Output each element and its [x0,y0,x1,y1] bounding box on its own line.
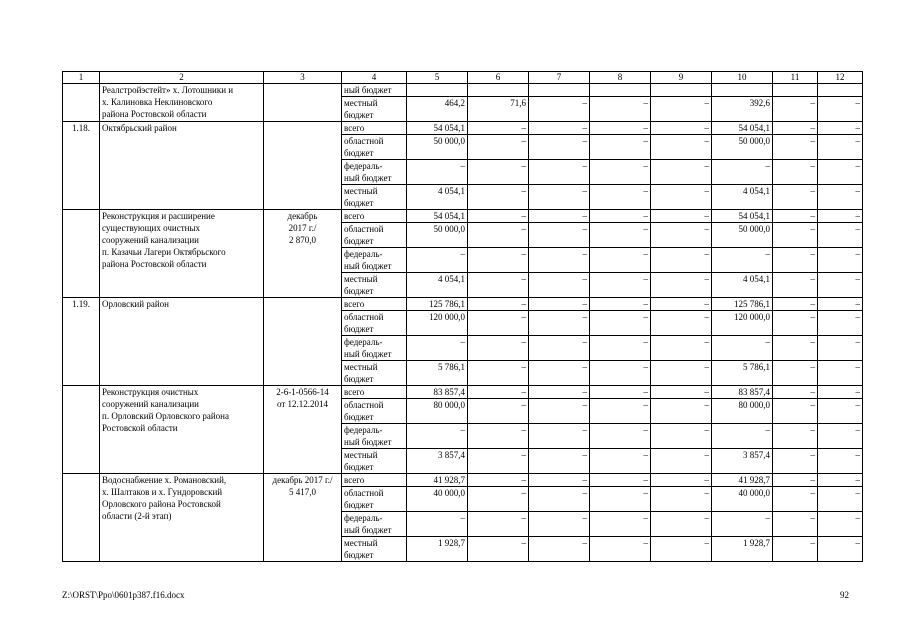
value-cell: – [529,512,590,537]
value-cell: – [773,487,818,512]
value-cell: – [712,424,773,449]
value-cell: – [818,210,863,223]
value-cell: – [529,336,590,361]
value-cell [468,84,529,97]
footer-page-number: 92 [840,590,849,600]
value-cell: – [651,298,712,311]
value-cell: – [773,399,818,424]
value-cell: – [529,122,590,135]
value-cell: – [818,386,863,399]
value-cell: – [651,311,712,336]
value-cell: 80 000,0 [407,399,468,424]
value-cell: – [468,298,529,311]
value-cell: 41 928,7 [712,474,773,487]
funding-source: федераль- ный бюджет [342,248,407,273]
col-header: 9 [651,72,712,84]
value-cell: – [651,160,712,185]
value-cell: – [773,97,818,122]
value-cell: – [818,537,863,562]
value-cell: – [529,449,590,474]
value-cell: – [407,424,468,449]
value-cell: – [773,135,818,160]
value-cell: – [651,336,712,361]
funding-source: всего [342,122,407,135]
value-cell: – [529,160,590,185]
value-cell: – [818,160,863,185]
value-cell: – [529,273,590,298]
value-cell: – [468,223,529,248]
value-cell [712,84,773,97]
value-cell: – [818,424,863,449]
item-name: Октябрьский район [100,122,264,210]
value-cell [818,84,863,97]
value-cell [651,84,712,97]
item-number [63,210,100,298]
value-cell: – [468,386,529,399]
funding-source: федераль- ный бюджет [342,336,407,361]
value-cell: – [468,449,529,474]
value-cell: – [773,273,818,298]
value-cell: – [651,512,712,537]
value-cell: – [651,122,712,135]
value-cell: – [773,512,818,537]
col-header: 2 [100,72,264,84]
col-header: 7 [529,72,590,84]
value-cell: – [468,248,529,273]
col-header: 3 [264,72,342,84]
value-cell: 83 857,4 [407,386,468,399]
value-cell: – [529,223,590,248]
value-cell: – [818,311,863,336]
value-cell: 120 000,0 [407,311,468,336]
value-cell: – [818,298,863,311]
value-cell: – [651,185,712,210]
value-cell: 54 054,1 [712,122,773,135]
value-cell: – [468,537,529,562]
value-cell: – [651,97,712,122]
value-cell: – [468,399,529,424]
value-cell [773,84,818,97]
col-header: 10 [712,72,773,84]
value-cell: – [712,512,773,537]
value-cell: – [468,210,529,223]
value-cell: – [468,185,529,210]
value-cell: – [773,386,818,399]
value-cell: – [773,185,818,210]
value-cell: – [773,248,818,273]
value-cell: 1 928,7 [407,537,468,562]
value-cell: 83 857,4 [712,386,773,399]
value-cell: – [529,248,590,273]
value-cell: – [529,311,590,336]
value-cell: – [818,223,863,248]
value-cell: – [590,223,651,248]
value-cell: – [529,487,590,512]
value-cell: – [590,160,651,185]
value-cell: – [818,449,863,474]
value-cell: – [773,311,818,336]
value-cell: – [529,97,590,122]
value-cell: – [818,487,863,512]
value-cell: 5 786,1 [407,361,468,386]
value-cell: 50 000,0 [407,223,468,248]
value-cell: – [590,273,651,298]
value-cell: 54 054,1 [407,122,468,135]
value-cell: – [773,298,818,311]
value-cell: – [651,223,712,248]
value-cell: – [712,160,773,185]
funding-source: местный бюджет [342,185,407,210]
table-body [63,72,863,562]
value-cell: 40 000,0 [712,487,773,512]
item-date-cost [264,298,342,386]
value-cell: – [818,512,863,537]
table-row [63,84,863,97]
value-cell: – [590,474,651,487]
col-header: 1 [63,72,100,84]
header-row [63,72,863,84]
value-cell: 3 857,4 [407,449,468,474]
value-cell: – [651,424,712,449]
value-cell: – [468,474,529,487]
value-cell: 4 054,1 [712,185,773,210]
funding-source: местный бюджет [342,361,407,386]
value-cell: 4 054,1 [712,273,773,298]
value-cell [407,84,468,97]
table-row [63,298,863,311]
value-cell: – [529,361,590,386]
value-cell: – [590,537,651,562]
value-cell: 4 054,1 [407,185,468,210]
value-cell: 4 054,1 [407,273,468,298]
funding-source: местный бюджет [342,273,407,298]
value-cell: – [651,273,712,298]
value-cell: – [651,399,712,424]
value-cell: – [818,273,863,298]
value-cell: 5 786,1 [712,361,773,386]
value-cell: 80 000,0 [712,399,773,424]
value-cell: 54 054,1 [407,210,468,223]
funding-source: местный бюджет [342,449,407,474]
value-cell [529,84,590,97]
item-date-cost: декабрь 2017 г./ 2 870,0 [264,210,342,298]
table-row [63,210,863,223]
value-cell: 392,6 [712,97,773,122]
value-cell: – [712,248,773,273]
item-name: Реконструкция и расширение существующих очистных сооружений канализации п. Казачьи Лагери Октябрьского района Ростовской области [100,210,264,298]
value-cell: – [651,135,712,160]
item-date-cost: декабрь 2017 г./ 5 417,0 [264,474,342,562]
value-cell: – [590,135,651,160]
value-cell: 3 857,4 [712,449,773,474]
value-cell: – [529,135,590,160]
funding-source: всего [342,210,407,223]
value-cell: – [651,487,712,512]
value-cell: – [712,336,773,361]
col-header: 11 [773,72,818,84]
value-cell: 125 786,1 [407,298,468,311]
item-name: Водоснабжение х. Романовский, х. Шалтаков и х. Гундоровский Орловского района Ростовской области (2-й этап) [100,474,264,562]
item-name: Орловский район [100,298,264,386]
value-cell: – [651,361,712,386]
value-cell: – [407,512,468,537]
funding-source: всего [342,474,407,487]
value-cell: – [773,210,818,223]
value-cell: – [818,122,863,135]
value-cell: – [529,424,590,449]
value-cell: – [590,210,651,223]
funding-source: областной бюджет [342,487,407,512]
value-cell: – [407,336,468,361]
value-cell: – [590,512,651,537]
funding-source: местный бюджет [342,97,407,122]
col-header: 6 [468,72,529,84]
value-cell: – [773,361,818,386]
value-cell: – [651,474,712,487]
value-cell: – [773,474,818,487]
value-cell: – [468,424,529,449]
value-cell: 41 928,7 [407,474,468,487]
value-cell: – [590,386,651,399]
value-cell: – [529,474,590,487]
value-cell: – [773,336,818,361]
value-cell: 50 000,0 [712,135,773,160]
value-cell: – [590,449,651,474]
value-cell: 40 000,0 [407,487,468,512]
funding-source: областной бюджет [342,311,407,336]
table-row [63,122,863,135]
value-cell: – [407,160,468,185]
value-cell: – [468,160,529,185]
value-cell: 464,2 [407,97,468,122]
value-cell: – [468,273,529,298]
value-cell: – [590,311,651,336]
item-number: 1.19. [63,298,100,386]
value-cell: – [590,248,651,273]
value-cell: 54 054,1 [712,210,773,223]
value-cell: – [818,248,863,273]
value-cell: – [590,185,651,210]
value-cell: – [529,386,590,399]
value-cell: – [818,474,863,487]
value-cell: – [529,185,590,210]
value-cell: – [468,512,529,537]
value-cell: – [651,537,712,562]
value-cell: – [818,399,863,424]
item-number [63,474,100,562]
value-cell: – [818,361,863,386]
value-cell: – [773,223,818,248]
value-cell: – [529,399,590,424]
value-cell: – [818,185,863,210]
value-cell: – [468,361,529,386]
item-number [63,386,100,474]
funding-source: федераль- ный бюджет [342,512,407,537]
item-name: Реалстройэстейт» х. Лотошники и х. Калиновка Неклиновского района Ростовской области [100,84,264,122]
value-cell: – [773,122,818,135]
funding-source: всего [342,386,407,399]
value-cell: – [468,336,529,361]
funding-source: областной бюджет [342,223,407,248]
value-cell: – [468,311,529,336]
funding-source: областной бюджет [342,399,407,424]
item-number: 1.18. [63,122,100,210]
value-cell: 1 928,7 [712,537,773,562]
value-cell: – [468,135,529,160]
item-date-cost [264,122,342,210]
value-cell: – [773,449,818,474]
value-cell: – [818,97,863,122]
value-cell: – [407,248,468,273]
table-row [63,386,863,399]
funding-source: ный бюджет [342,84,407,97]
item-number [63,84,100,122]
value-cell: – [651,449,712,474]
value-cell: – [590,97,651,122]
value-cell: – [818,135,863,160]
value-cell [590,84,651,97]
value-cell: 71,6 [468,97,529,122]
funding-source: федераль- ный бюджет [342,424,407,449]
value-cell: – [590,361,651,386]
col-header: 5 [407,72,468,84]
value-cell: – [590,399,651,424]
value-cell: – [651,248,712,273]
value-cell: – [590,487,651,512]
value-cell: – [773,537,818,562]
value-cell: 50 000,0 [407,135,468,160]
value-cell: – [529,537,590,562]
item-date-cost: 2-6-1-0566-14 от 12.12.2014 [264,386,342,474]
footer-file-path: Z:\ORST\Ppo\0601p387.f16.docx [62,590,185,600]
value-cell: – [651,210,712,223]
value-cell: – [529,298,590,311]
col-header: 4 [342,72,407,84]
item-name: Реконструкция очистных сооружений канализации п. Орловский Орловского района Ростовской области [100,386,264,474]
value-cell: – [529,210,590,223]
table-row [63,474,863,487]
funding-source: областной бюджет [342,135,407,160]
value-cell: – [773,160,818,185]
value-cell: – [590,298,651,311]
value-cell: – [590,122,651,135]
value-cell: – [590,424,651,449]
item-date-cost [264,84,342,122]
value-cell: – [590,336,651,361]
col-header: 12 [818,72,863,84]
budget-table [62,71,863,562]
value-cell: 50 000,0 [712,223,773,248]
funding-source: местный бюджет [342,537,407,562]
funding-source: федераль- ный бюджет [342,160,407,185]
funding-source: всего [342,298,407,311]
value-cell: 125 786,1 [712,298,773,311]
value-cell: – [818,336,863,361]
value-cell: – [468,487,529,512]
col-header: 8 [590,72,651,84]
value-cell: – [773,424,818,449]
value-cell: – [468,122,529,135]
value-cell: – [651,386,712,399]
value-cell: 120 000,0 [712,311,773,336]
